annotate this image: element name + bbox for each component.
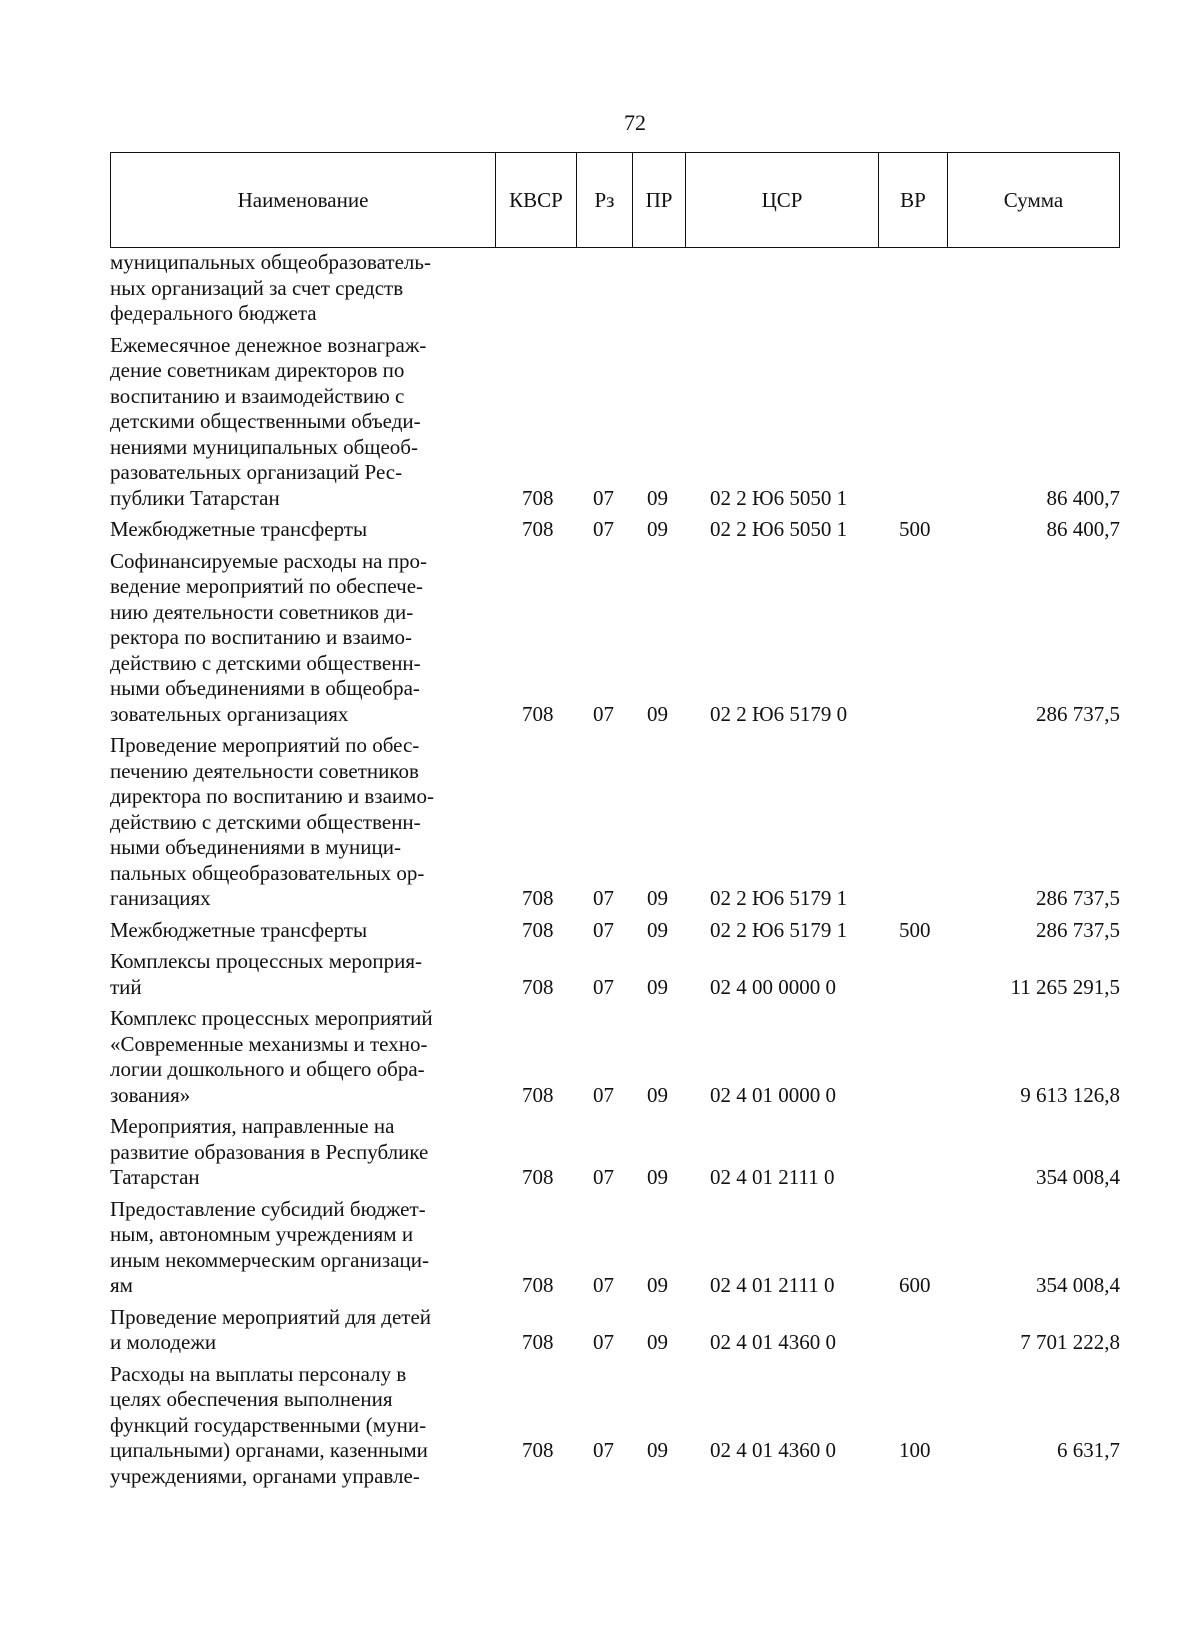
row-kvsr: 708 — [522, 917, 554, 942]
row-sum: 286 737,5 — [1036, 886, 1120, 910]
row-name-line: детскими общественными объеди- — [110, 409, 421, 433]
row-pr: 09 — [647, 517, 668, 541]
row-name-line: Татарстан — [110, 1165, 200, 1189]
row-sum: 86 400,7 — [1046, 517, 1120, 541]
row-vr: 600 — [899, 1273, 931, 1297]
row-name — [110, 517, 488, 543]
row-name-line: Расходы на выплаты персоналу в — [110, 1361, 407, 1386]
row-rz: 07 — [593, 1082, 614, 1107]
row-pr: 09 — [647, 485, 668, 510]
row-name-line: ным, автономным учреждениям и — [110, 1222, 414, 1246]
row-kvsr: 708 — [522, 886, 554, 910]
row-name-line: Межбюджетные трансферты — [110, 517, 368, 541]
row-rz: 07 — [593, 485, 614, 510]
row-pr: 09 — [647, 1438, 668, 1462]
header-name: Наименование — [111, 153, 496, 247]
row-csr: 02 2 Ю6 5179 0 — [710, 701, 848, 726]
table-row — [110, 1197, 1120, 1299]
row-kvsr: 708 — [522, 1165, 554, 1189]
row-name-line: тий — [110, 974, 142, 999]
row-name — [110, 918, 488, 944]
row-sum: 86 400,7 — [1046, 485, 1120, 510]
row-csr: 02 4 01 2111 0 — [710, 1273, 835, 1297]
row-kvsr: 708 — [522, 1438, 554, 1462]
row-rz: 07 — [593, 517, 614, 541]
row-name-line: действию с детскими общественн- — [110, 809, 421, 834]
row-rz: 07 — [593, 1330, 614, 1354]
row-name-line: ципальными) органами, казенными — [110, 1438, 428, 1462]
row-csr: 02 2 Ю6 5179 1 — [710, 886, 848, 910]
row-sum: 7 701 222,8 — [1020, 1330, 1120, 1354]
row-name — [110, 250, 488, 327]
row-rz: 07 — [593, 701, 614, 726]
row-name-line: Проведение мероприятий для детей — [110, 1304, 432, 1329]
row-vr: 100 — [899, 1438, 931, 1462]
row-name-line: и молодежи — [110, 1330, 217, 1354]
row-csr: 02 4 01 2111 0 — [710, 1165, 835, 1189]
row-kvsr: 708 — [522, 1082, 554, 1107]
row-pr: 09 — [647, 1330, 668, 1354]
table-row — [110, 1362, 1120, 1490]
row-csr: 02 2 Ю6 5050 1 — [710, 485, 848, 510]
row-sum: 11 265 291,5 — [1010, 974, 1120, 999]
row-name-line: зовательных организациях — [110, 701, 349, 726]
row-name-line: федерального бюджета — [110, 301, 317, 325]
row-vr: 500 — [899, 517, 931, 541]
row-name-line: разовательных организаций Рес- — [110, 460, 403, 484]
row-kvsr: 708 — [522, 701, 554, 726]
table-row — [110, 1114, 1120, 1191]
row-name — [110, 733, 488, 912]
row-name — [110, 1305, 488, 1356]
row-csr: 02 4 00 0000 0 — [710, 974, 836, 999]
row-name-line: Межбюджетные трансферты — [110, 917, 368, 942]
row-name — [110, 1114, 488, 1191]
row-name-line: ям — [110, 1273, 133, 1297]
header-vr: ВР — [879, 153, 948, 247]
row-name-line: зования» — [110, 1082, 191, 1107]
row-name-line: муниципальных общеобразователь- — [110, 250, 431, 274]
row-csr: 02 4 01 4360 0 — [710, 1330, 836, 1354]
table-row — [110, 250, 1120, 327]
row-rz: 07 — [593, 917, 614, 942]
row-name — [110, 1006, 488, 1108]
row-name — [110, 333, 488, 512]
row-sum: 9 613 126,8 — [1020, 1082, 1120, 1107]
row-name — [110, 1197, 488, 1299]
row-name-line: нениями муниципальных общеоб- — [110, 434, 418, 459]
table-row — [110, 949, 1120, 1000]
table-row — [110, 549, 1120, 728]
row-name — [110, 549, 488, 728]
row-name-line: пальных общеобразовательных ор- — [110, 860, 425, 885]
row-csr: 02 4 01 4360 0 — [710, 1438, 836, 1462]
row-name-line: целях обеспечения выполнения — [110, 1387, 393, 1411]
row-name-line: учреждениями, органами управле- — [110, 1463, 420, 1488]
row-rz: 07 — [593, 886, 614, 910]
row-pr: 09 — [647, 917, 668, 942]
row-kvsr: 708 — [522, 1273, 554, 1297]
table-header — [110, 152, 1120, 248]
row-name-line: Проведение мероприятий по обес- — [110, 733, 420, 757]
header-pr: ПР — [633, 153, 686, 247]
row-name-line: Ежемесячное денежное вознаграж- — [110, 332, 427, 357]
row-pr: 09 — [647, 886, 668, 910]
row-vr: 500 — [899, 917, 931, 942]
row-sum: 354 008,4 — [1036, 1273, 1120, 1297]
table-row — [110, 918, 1120, 944]
row-name-line: печению деятельности советников — [110, 758, 419, 783]
table-row — [110, 1305, 1120, 1356]
row-sum: 6 631,7 — [1057, 1438, 1120, 1462]
row-name — [110, 949, 488, 1000]
header-kvsr: КВСР — [496, 153, 577, 247]
row-rz: 07 — [593, 1273, 614, 1297]
row-name-line: Комплексы процессных мероприя- — [110, 949, 423, 973]
row-name-line: развитие образования в Республике — [110, 1139, 429, 1164]
table-row — [110, 1006, 1120, 1108]
row-name — [110, 1362, 488, 1490]
row-name-line: Комплекс процессных мероприятий — [110, 1006, 433, 1030]
row-name-line: публики Татарстан — [110, 485, 280, 510]
row-pr: 09 — [647, 1273, 668, 1297]
row-name-line: ных организаций за счет средств — [110, 275, 404, 300]
row-csr: 02 2 Ю6 5179 1 — [710, 917, 848, 942]
row-sum: 286 737,5 — [1036, 701, 1120, 726]
row-name-line: ными объединениями в муници- — [110, 835, 401, 859]
header-sum: Сумма — [1003, 187, 1064, 212]
row-pr: 09 — [647, 974, 668, 999]
row-kvsr: 708 — [522, 517, 554, 541]
row-name-line: директора по воспитанию и взаимо- — [110, 784, 434, 808]
row-name-line: нию деятельности советников ди- — [110, 599, 414, 624]
row-name-line: Мероприятия, направленные на — [110, 1114, 395, 1138]
row-csr: 02 4 01 0000 0 — [710, 1082, 836, 1107]
row-name-line: функций государственными (муни- — [110, 1412, 427, 1437]
row-rz: 07 — [593, 1438, 614, 1462]
page-number: 72 — [624, 110, 646, 135]
row-sum: 354 008,4 — [1036, 1165, 1120, 1189]
row-rz: 07 — [593, 974, 614, 999]
row-pr: 09 — [647, 1165, 668, 1189]
header-rz: Рз — [577, 153, 633, 247]
table-row — [110, 733, 1120, 912]
row-name-line: действию с детскими общественн- — [110, 650, 421, 675]
table-body — [110, 250, 1120, 1495]
table-row — [110, 333, 1120, 512]
row-name-line: дение советникам директоров по — [110, 358, 405, 382]
row-name-line: «Современные механизмы и техно- — [110, 1031, 428, 1056]
row-name-line: иным некоммерческим организаци- — [110, 1247, 429, 1272]
row-kvsr: 708 — [522, 974, 554, 999]
table-row — [110, 517, 1120, 543]
row-sum: 286 737,5 — [1036, 917, 1120, 942]
row-kvsr: 708 — [522, 1330, 554, 1354]
row-kvsr: 708 — [522, 485, 554, 510]
row-name-line: ганизациях — [110, 886, 211, 910]
row-name-line: ректора по воспитанию и взаимо- — [110, 625, 413, 649]
row-name-line: Предоставление субсидий бюджет- — [110, 1196, 426, 1221]
row-name-line: логии дошкольного и общего обра- — [110, 1057, 425, 1081]
header-csr: ЦСР — [686, 153, 879, 247]
row-csr: 02 2 Ю6 5050 1 — [710, 517, 848, 541]
row-rz: 07 — [593, 1165, 614, 1189]
row-name-line: ведение мероприятий по обеспече- — [110, 574, 424, 598]
row-pr: 09 — [647, 1082, 668, 1107]
row-name-line: Софинансируемые расходы на про- — [110, 548, 427, 573]
row-name-line: ными объединениями в общеобра- — [110, 676, 420, 700]
row-name-line: воспитанию и взаимодействию с — [110, 383, 405, 408]
row-pr: 09 — [647, 701, 668, 726]
